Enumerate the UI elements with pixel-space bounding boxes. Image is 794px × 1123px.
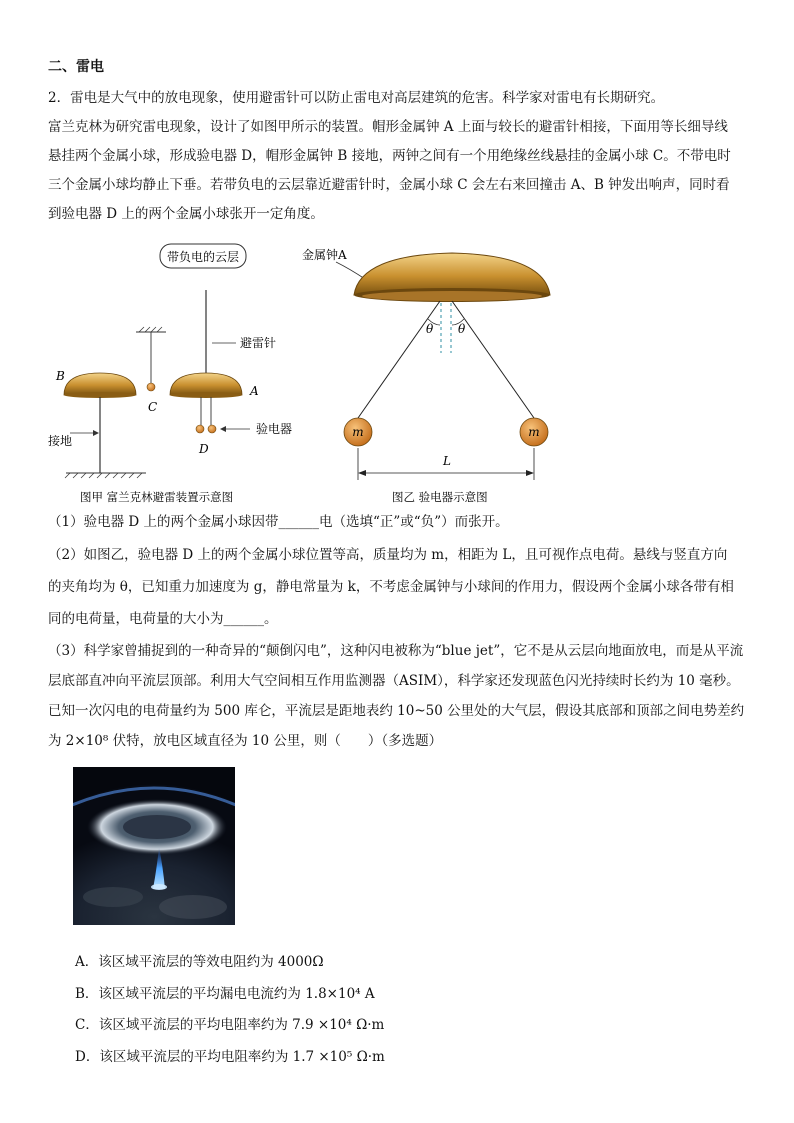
figure-yi bbox=[302, 247, 550, 504]
option-a[interactable]: A．该区域平流层的等效电阻约为 4000Ω bbox=[75, 954, 324, 970]
rod-label: 避雷针 bbox=[240, 336, 277, 350]
theta-right: θ bbox=[458, 322, 466, 336]
bell-a bbox=[170, 373, 242, 395]
electroscope-arrow bbox=[220, 426, 226, 432]
bell-leader bbox=[336, 262, 365, 279]
ground-arrow bbox=[93, 430, 99, 436]
option-c[interactable]: C．该区域平流层的平均电阻率约为 7.9 ×10⁴ Ω·m bbox=[75, 1017, 385, 1033]
label-d: D bbox=[199, 442, 209, 456]
para1-line-3: 三个金属小球均静止下垂。若带负电的云层靠近避雷针时，金属小球 C 会左右来回撞击 A、B 钟发出响声，同时看 bbox=[48, 177, 730, 193]
electroscope-ball-right bbox=[208, 425, 216, 433]
sub2-line-1: （2）如图乙，验电器 D 上的两个金属小球位置等高，质量均为 m，相距为 L，且可视作点电荷。悬线与竖直方向 bbox=[48, 547, 728, 563]
sub3-line-2: 层底部直冲向平流层顶部。利用大气空间相互作用监测器（ASIM），科学家还发现蓝色闪光持续时长约为 10 毫秒。 bbox=[48, 673, 740, 689]
electroscope-ball-left bbox=[196, 425, 204, 433]
para1-line-4: 到验电器 D 上的两个金属小球张开一定角度。 bbox=[48, 206, 324, 222]
figure-jia bbox=[48, 244, 292, 504]
electroscope-label: 验电器 bbox=[256, 422, 293, 436]
para1-line-2: 悬挂两个金属小球，形成验电器 D，帽形金属钟 B 接地，两钟之间有一个用绝缘丝线悬挂的金属小球 C。不带电时 bbox=[48, 148, 731, 164]
thread-right bbox=[452, 301, 534, 418]
ground-hatch bbox=[65, 473, 142, 478]
sub3-line-4: 为 2×10⁸ 伏特，放电区域直径为 10 公里，则（ ）（多选题） bbox=[48, 733, 443, 749]
distance-label: L bbox=[443, 454, 451, 468]
ceiling-hatch bbox=[139, 327, 162, 332]
sub3-line-1: （3）科学家曾捕捉到的一种奇异的“颠倒闪电”，这种闪电被称为“blue jet”，它不是从云层向地面放电，而是从平流 bbox=[48, 643, 744, 659]
sub3-line-3: 已知一次闪电的电荷量约为 500 库仑，平流层是距地表约 10~50 公里处的大气层，假设其底部和顶部之间电势差约 bbox=[48, 703, 745, 719]
bell-a-rim bbox=[170, 392, 242, 398]
dim-arrow-right bbox=[526, 470, 534, 476]
label-b: B bbox=[56, 369, 65, 383]
mass-right-label: m bbox=[528, 425, 540, 439]
sub2-line-2: 的夹角均为 θ，已知重力加速度为 g，静电常量为 k，不考虑金属钟与小球间的作用力，假设两个金属小球各带有相 bbox=[48, 579, 734, 595]
label-c: C bbox=[148, 400, 158, 414]
figures bbox=[0, 235, 794, 510]
option-d[interactable]: D．该区域平流层的平均电阻率约为 1.7 ×10⁵ Ω·m bbox=[75, 1049, 385, 1065]
sub-question-1: （1）验电器 D 上的两个金属小球因带______电（选填“正”或“负”）而张开。 bbox=[48, 514, 509, 530]
mass-left-label: m bbox=[352, 425, 364, 439]
cloud-label: 带负电的云层 bbox=[166, 250, 240, 264]
section-title: 二、雷电 bbox=[48, 59, 104, 75]
caption-yi: 图乙 验电器示意图 bbox=[392, 490, 488, 504]
caption-jia: 图甲 富兰克林避雷装置示意图 bbox=[80, 490, 234, 504]
bell-label: 金属钟A bbox=[302, 248, 347, 262]
dim-arrow-left bbox=[358, 470, 366, 476]
blue-jet-graphic bbox=[73, 767, 235, 925]
ground-label: 接地 bbox=[48, 434, 73, 448]
para1-line-1: 富兰克林为研究雷电现象，设计了如图甲所示的装置。帽形金属钟 A 上面与较长的避雷针相接，下面用等长细导线 bbox=[48, 119, 728, 135]
theta-left: θ bbox=[426, 322, 434, 336]
sub2-line-3: 同的电荷量，电荷量的大小为______。 bbox=[48, 611, 278, 627]
label-a: A bbox=[250, 384, 259, 398]
bell-b bbox=[64, 373, 136, 395]
big-bell-inner bbox=[362, 291, 542, 301]
ball-c bbox=[147, 383, 155, 391]
question-intro: 2．雷电是大气中的放电现象，使用避雷针可以防止雷电对高层建筑的危害。科学家对雷电有长期研究。 bbox=[48, 90, 665, 106]
option-b[interactable]: B．该区域平流层的平均漏电电流约为 1.8×10⁴ A bbox=[75, 986, 375, 1002]
blue-jet-photo bbox=[73, 767, 235, 925]
thread-left bbox=[358, 301, 440, 418]
